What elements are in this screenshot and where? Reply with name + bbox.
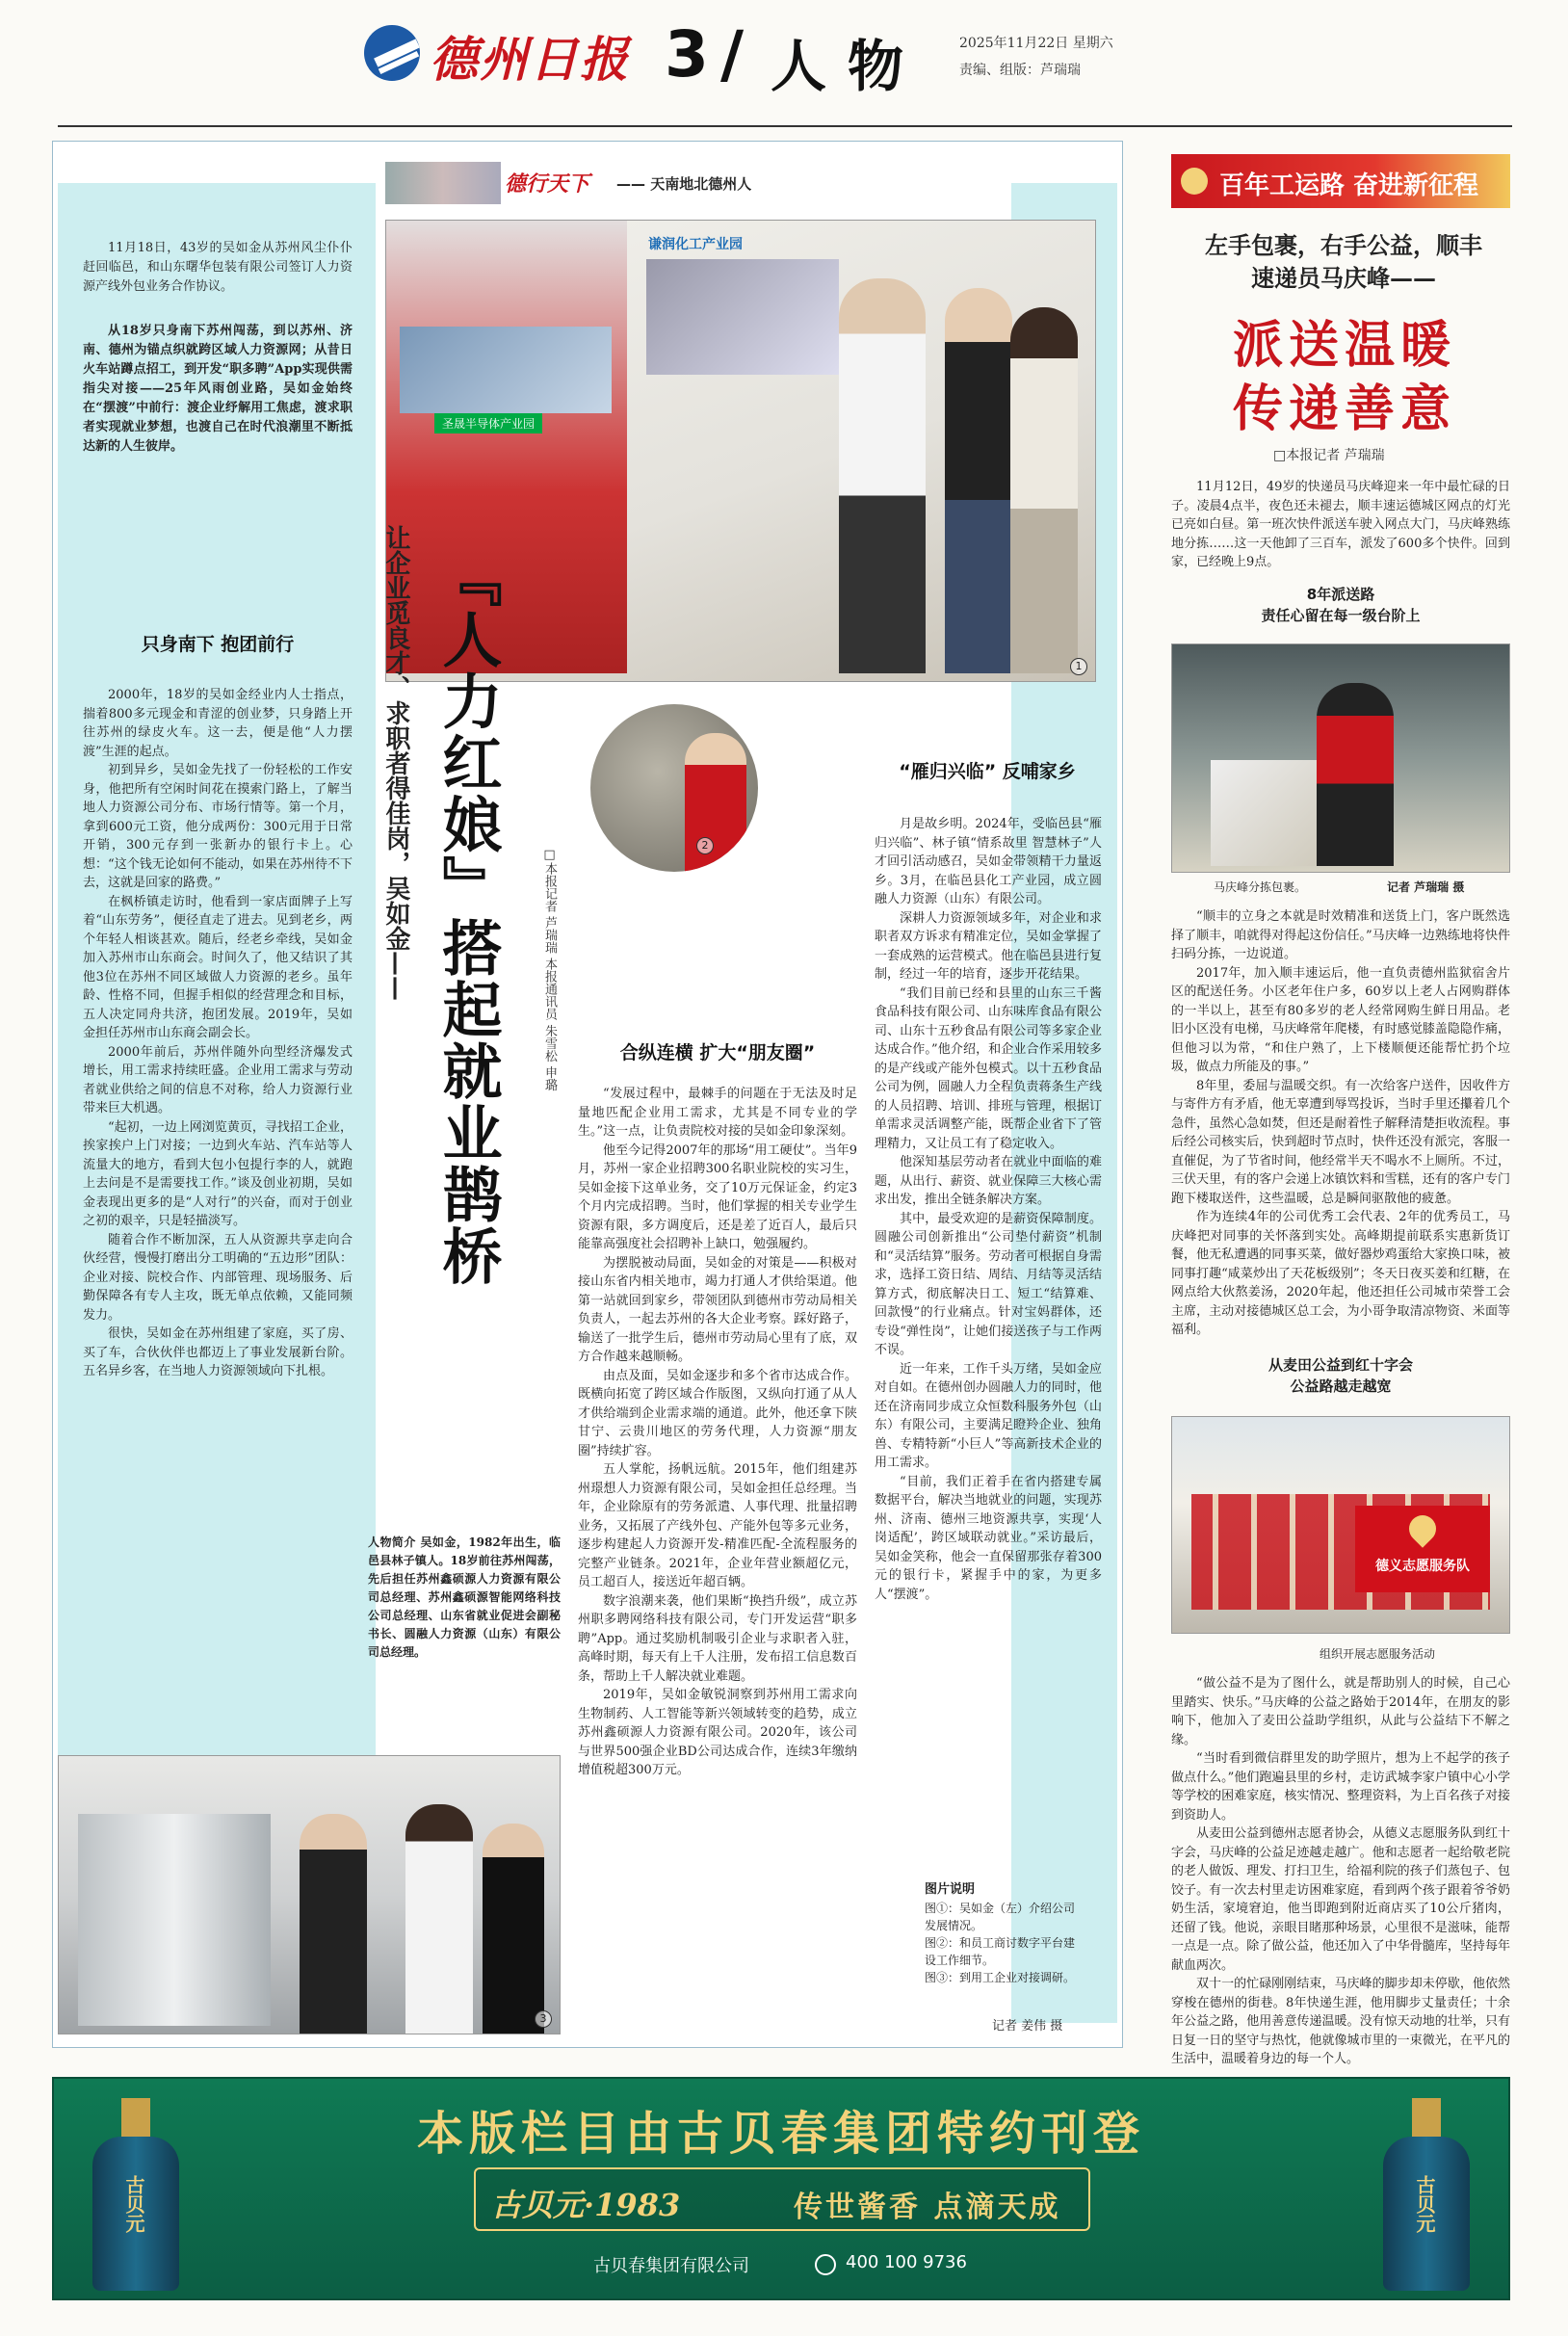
person-silhouette-5 — [300, 1814, 367, 2034]
sub-heading-line: 8年派送路 — [1306, 586, 1375, 603]
photo2-caption: 组织开展志愿服务活动 — [1320, 1647, 1436, 1661]
ad-brand: 古贝元·1983 — [491, 2187, 681, 2223]
paragraph: 双十一的忙碌刚刚结束，马庆峰的脚步却未停歇，他依然穿梭在德州的街巷。8年快递生涯，他用脚步丈量责任；十余年公益之路，他用善意传递温暖。没有惊天动地的壮举，只有日复一日的坚守与热忱，他就像城市里的一束微光，在平凡的生活中，温暖着身边的每一个人。 — [1171, 1977, 1510, 2066]
photo-factory-visit — [58, 1755, 561, 2034]
paragraph: 他深知基层劳动者在就业中面临的难题，从出行、薪资、就业保障三大核心需求出发，推出全链条解决方案。 — [875, 1155, 1102, 1207]
right-lead: 11月12日，49岁的快递员马庆峰迎来一年中最忙碌的日子。凌晨4点半，夜色还未褪去，顺丰速运德城区网点的灯光已亮如白昼。第一班次快件派送车驶入网点大门，马庆峰熟练地分拣……这一天他卸了三百车，派发了600多个快件。回到家，已经晚上9点。 — [1171, 480, 1510, 569]
right-kicker: 左手包裹，右手公益，顺丰速递员马庆峰—— — [1205, 231, 1482, 292]
exhibit-board-2 — [646, 259, 839, 375]
sub-heading-line: 从麦田公益到红十字会 — [1267, 1356, 1413, 1374]
right-sub-heading-2 — [1171, 1354, 1510, 1397]
person-silhouette-courier — [1317, 683, 1394, 866]
caption-item: 图①：吴如金（左）介绍公司发展情况。 — [925, 1902, 1076, 1932]
section-title: 人物 — [771, 34, 926, 99]
right-byline: □本报记者 芦瑞瑞 — [1273, 448, 1385, 463]
person-silhouette-2 — [945, 288, 1012, 673]
page-number: 3 — [665, 17, 709, 92]
section-heading-2: 合纵连横 扩大“朋友圈” — [619, 1042, 816, 1063]
exhibit-board-label: 圣晟半导体产业园 — [434, 413, 542, 433]
captions-heading: 图片说明 — [925, 1882, 976, 1897]
paragraph: 2000年前后，苏州伴随外向型经济爆发式增长，用工需求持续旺盛。企业用工需求与劳动者就业供给之间的信息不对称，给人力资源行业带来巨大机遇。 — [83, 1044, 353, 1116]
header-rule — [58, 125, 1512, 127]
photo-credit: 记者 姜伟 摄 — [992, 2019, 1063, 2034]
photo-volunteer-group — [1171, 1416, 1510, 1634]
ad-phone[interactable]: 400 100 9736 — [846, 2252, 967, 2272]
ad-bottle-left — [83, 2098, 189, 2291]
volunteer-flag — [1355, 1506, 1490, 1592]
exhibit-red-panel — [386, 221, 627, 673]
paragraph: 随着合作不断加深，五人从资源共享走向合伙经营，慢慢打磨出分工明确的“五边形”团队：企业对接、院校合作、内部管理、现场服务、后勤保障各有专人主攻，既无单点依赖，又能同频发力。 — [83, 1232, 353, 1323]
ad-brand-strip — [474, 2167, 1090, 2231]
flag-text: 德义志愿服务队 — [1375, 1559, 1470, 1574]
paragraph: “目前，我们正着手在省内搭建专属数据平台，解决当地就业的问题，实现苏州、济南、德州三地资源共享，实现‘人岗适配’，跨区域联动就业。”采访最后，吴如金笑称，他会一直保留那张存着300元的银行卡，紧握手中的家，为更多人“摆渡”。 — [875, 1474, 1102, 1602]
advertisement[interactable] — [52, 2077, 1510, 2300]
paragraph: 从麦田公益到德州志愿者协会，从德义志愿服务队到红十字会，马庆峰的公益足迹越走越广。他和志愿者一起给敬老院的老人做饭、理发、打扫卫生，给福利院的孩子们蒸包子、包饺子。有一次去村里走访困难家庭，看到两个孩子跟着爷爷奶奶生活，家境窘迫，他当即跑到附近商店买了10公斤猪肉，还留了钱。他说，亲眼目睹那种场景，心里很不是滋味，能帮一点是一点。除了做公益，他还加入了中华骨髓库，坚持每年献血两次。 — [1171, 1826, 1510, 1973]
profile-box: 人物简介 吴如金，1982年出生，临邑县林子镇人。18岁前往苏州闯荡，先后担任苏州鑫硕源人力资源有限公司总经理、苏州鑫硕源智能网络科技公司总经理、山东省就业促进会副秘书长、圆融人力资源（山东）有限公司总经理。 — [368, 1535, 561, 1659]
sub-heading-line: 公益路越走越宽 — [1290, 1378, 1392, 1395]
photo-number: 1 — [1070, 658, 1087, 675]
person-silhouette-7 — [483, 1824, 544, 2034]
caption-item: 图②：和员工商讨数字平台建设工作细节。 — [925, 1936, 1076, 1967]
paragraph: 近一年来，工作千头万绪，吴如金应对自如。在德州创办圆融人力的同时，他还在济南同步成立众恒数科服务外包（山东）有限公司，主要满足瞪羚企业、独角兽、专精特新“小巨人”等高新技术企业的用工需求。 — [875, 1361, 1102, 1470]
exhibit-board-1 — [400, 327, 612, 413]
section-heading-3: “雁归兴临” 反哺家乡 — [899, 761, 1076, 782]
exhibit-board-title: 谦润化工产业园 — [648, 237, 743, 252]
paragraph: 他至今记得2007年的那场“用工硬仗”。当年9月，苏州一家企业招聘300名职业院校的实习生，吴如金接下这单业务，交了10万元保证金，约定3个月内完成招聘。当时，他们掌握的相关专业学生资源有限，多方调度后，还是差了近百人，最后只能靠高强度社会招聘补上缺口，勉强履约。 — [578, 1142, 857, 1251]
paragraph: 为摆脱被动局面，吴如金的对策是——积极对接山东省内相关地市，竭力打通人才供给渠道。他第一站就回到家乡，带领团队到德州市劳动局相关负责人，一起去苏州的各大企业考察。踩好路子，输送了一批学生后，德州市劳动局心里有了底，双方合作越来越顺畅。 — [578, 1255, 857, 1364]
sub-heading-line: 责任心留在每一级台阶上 — [1261, 607, 1421, 624]
editor-credit: 责编、组版：芦瑞瑞 — [959, 63, 1081, 78]
photo-courier-sorting — [1171, 643, 1510, 873]
paragraph: “我们目前已经和县里的山东三千酱食品科技有限公司、山东味库食品有限公司、山东十五秒食品有限公司等多家企业达成合作。”他介绍，和企业合作采用较多的是产线或产能外包模式。以十五秒食品公司为例，圆融人力全程负责蒋条生产线的人员招聘、培训、排班与管理，根据订单需求灵活调整产能，既帮企业省下了管理精力，又让员工有了稳定收入。 — [875, 985, 1102, 1151]
photo-number: 2 — [696, 837, 714, 854]
ad-company: 古贝春集团有限公司 — [593, 2256, 749, 2276]
person-silhouette-3 — [1010, 307, 1078, 673]
photo1-credit: 记者 芦瑞瑞 摄 — [1387, 880, 1465, 894]
series-name: 德行天下 — [505, 171, 590, 197]
paragraph: 8年里，委屈与温暖交织。有一次给客户送件，因收件方与寄件方有矛盾，他无辜遭到辱骂投诉，当时手里还攥着几个急件，虽然心急如焚，但还是耐着性子解释清楚拒收流程。事后经公司核实后，快到超时节点时，快件还没有派完，客服一直催促，为了节省时间，他经常半天不喝水不上厕所。不过，三伏天里，有的客户会递上冰镇饮料和雪糕，还有的客户专门跑下楼取送件，这些温暖，总是瞬间驱散他的疲惫。 — [1171, 1078, 1510, 1206]
heart-icon — [1403, 1509, 1442, 1548]
paragraph: “顺丰的立身之本就是时效精准和送货上门，客户既然选择了顺丰，咱就得对得起这份信任。”马庆峰一边熟练地将快件扫码分拣，一边说道。 — [1171, 909, 1510, 961]
right-banner — [1171, 154, 1510, 208]
right-body-1 — [1171, 907, 1510, 1340]
paragraph: 由点及面，吴如金逐步和多个省市达成合作。既横向拓宽了跨区域合作版图，又纵向打通了从人才供给端到企业需求端的通道。此外，他还拿下陕甘宁、云贵川地区的劳务代理，人力资源“朋友圈”持续扩容。 — [578, 1368, 857, 1458]
paragraph: 在枫桥镇走访时，他看到一家店面牌子上写着“山东劳务”，便径直走了进去。见到老乡，两个年轻人相谈甚欢。随后，经老乡牵线，吴如金加入苏州市山东商会。时间久了，他又结识了其他3位在苏州不同区域做人力资源的老乡。虽年龄、性格不同，但握手相似的经营理念和目标，五人决定同舟共济，抱团发展。2019年，吴如金担任苏州市山东商会副会长。 — [83, 894, 353, 1040]
paragraph: 2000年，18岁的吴如金经业内人士指点，揣着800多元现金和青涩的创业梦，只身踏上开往苏州的绿皮火车。这一去，便是他“人力摆渡”生涯的起点。 — [83, 688, 353, 759]
bottle-label: 古贝元 — [1413, 2175, 1436, 2233]
article-byline: □本报记者 芦瑞瑞 本报通讯员 朱雪松 申璐 — [542, 848, 557, 1091]
photo-number: 3 — [535, 2010, 552, 2028]
paragraph: 2017年，加入顺丰速运后，他一直负责德州监狱宿舍片区的配送任务。小区老年住户多，60岁以上老人占网购群体的一半以上，甚至有80多岁的老人经常网购生鲜日用品。老旧小区没有电梯，马庆峰常年爬楼，有时感觉膝盖隐隐作痛，但他习以为常，“和住户熟了，上下楼顺便还能帮忙扔个垃圾，做点力所能及的事。” — [1171, 965, 1510, 1074]
article-subtitle: 让企业觅良才、求职者得佳岗，吴如金—— — [381, 525, 410, 1001]
newspaper-logo[interactable]: 德州日报 — [430, 31, 630, 88]
person-silhouette-4 — [685, 733, 746, 875]
paragraph: 初到异乡，吴如金先找了一份轻松的工作安身，他把所有空闲时间花在摸索门路上，了解当地人力资源公司分布、市场行情等。第一个月，拿到600元工资，他分成两份：300元用于日常开销，300元存到一张新办的银行卡上。心想：“这个钱无论如何不能动，如果在苏州待不下去，这就是回家的路费。” — [83, 763, 353, 890]
captions-list — [925, 1900, 1079, 1986]
page-slash: / — [720, 17, 745, 92]
paragraph: 2019年，吴如金敏锐洞察到苏州用工需求向生物制药、人工智能等新兴领域转变的趋势，成立苏州鑫硕源人力资源有限公司。2020年，该公司与世界500强企业BD公司达成合作，连续3年缴纳增值税超300万元。 — [578, 1688, 857, 1777]
photo-team-discussion — [588, 701, 761, 875]
series-banner-photos — [385, 162, 501, 204]
logo-icon — [364, 25, 420, 81]
paragraph: 五人掌舵，扬帆远航。2015年，他们组建苏州璟想人力资源有限公司，吴如金担任总经理。当年，企业除原有的劳务派遣、人事代理、批量招聘业务，又拓展了产线外包、产能外包等多元业务，逐步构建起人力资源开发-精准匹配-全流程服务的完整产业链条。2021年，企业年营业额超亿元，员工超百人，接送近年超百辆。 — [578, 1462, 857, 1589]
series-subtitle: —— 天南地北德州人 — [616, 175, 752, 193]
paragraph: 很快，吴如金在苏州组建了家庭，买了房、买了车，合伙伙伴也都迈上了事业发展新台阶。五名异乡客，在当地人力资源领域向下扎根。 — [83, 1326, 353, 1378]
banner-star-icon — [1181, 168, 1208, 195]
right-sub-heading-1 — [1171, 584, 1510, 626]
masthead — [0, 0, 1568, 114]
paragraph: 数字浪潮来袭，他们果断“换挡升级”，成立苏州职多聘网络科技有限公司，专门开发运营“职多聘”App。通过奖励机制吸引企业与求职者入驻，高峰时期，每天有上千人注册，发布招工信息数百条，帮助上千人解决就业难题。 — [578, 1593, 857, 1684]
summary-paragraph: 从18岁只身南下苏州闯荡，到以苏州、济南、德州为锚点织就跨区域人力资源网；从昔日火车站蹲点招工，到开发“职多聘”App实现供需指尖对接——25年风雨创业路，吴如金始终在“摆渡”中前行：渡企业纾解用工焦虑，渡求职者实现就业梦想，也渡自己在时代浪潮里不断抵达新的人生彼岸。 — [83, 324, 353, 454]
banner-text: 百年工运路 奋进新征程 — [1219, 171, 1479, 200]
bottle-label: 古贝元 — [122, 2175, 145, 2233]
right-title-line-2: 传递善意 — [1232, 381, 1456, 438]
paragraph: “起初，一边上网浏览黄页，寻找招工企业，挨家挨户上门对接；一边到火车站、汽车站等人流量大的地方，看到大包小包提行李的人，就跑上去问是不是需要找工作。”谈及创业初期，吴如金表现出更多的是“人对行”的兴奋，而对于创业之初的艰辛，只是轻描淡写。 — [83, 1119, 353, 1228]
ad-headline: 本版栏目由古贝春集团特约刊登 — [416, 2107, 1145, 2161]
right-body-2 — [1171, 1674, 1510, 2069]
article-title: 『人力红娘』搭起就业鹊桥 — [432, 547, 503, 1287]
issue-date: 2025年11月22日 星期六 — [959, 36, 1113, 51]
caption-item: 图③：到用工企业对接调研。 — [925, 1971, 1076, 1984]
phone-icon — [815, 2254, 836, 2275]
person-silhouette-6 — [405, 1804, 473, 2034]
series-banner — [385, 162, 819, 204]
section-body-1 — [83, 686, 353, 1381]
right-title-line-1: 派送温暖 — [1232, 317, 1456, 375]
person-silhouette-1 — [839, 278, 926, 673]
equipment-silhouette — [78, 1814, 271, 2026]
paragraph: “发展过程中，最棘手的问题在于无法及时足量地匹配企业用工需求，尤其是不同专业的学生。”这一点，让负责院校对接的吴如金印象深刻。 — [578, 1087, 857, 1139]
section-body-2 — [578, 1085, 857, 1780]
section-body-3 — [875, 815, 1102, 1604]
intro-paragraph: 11月18日，43岁的吴如金从苏州风尘仆仆赶回临邑，和山东曙华包装有限公司签订人力资源产线外包业务合作协议。 — [83, 241, 353, 294]
ad-bottle-right — [1373, 2098, 1479, 2291]
section-heading-1: 只身南下 抱团前行 — [141, 634, 295, 655]
paragraph: “当时看到微信群里发的助学照片，想为上不起学的孩子做点什么。”他们跑遍县里的乡村，走访武城李家户镇中心小学等学校的困难家庭，核实情况、整理资料，为上百名孩子对接到资助人。 — [1171, 1751, 1510, 1823]
paragraph: 深耕人力资源领域多年，对企业和求职者双方诉求有精准定位，吴如金掌握了一套成熟的运营模式。他在临邑县进行复制，经过一年的培育，逐步开花结果。 — [875, 910, 1102, 982]
paragraph: 月是故乡明。2024年，受临邑县“雁归兴临”、林子镇“情系故里 智慧林子”人才回引活动感召，吴如金带领精干力量返乡。3月，在临邑县化工产业园，成立圆融人力资源（山东）有限公司。 — [875, 817, 1102, 906]
ad-slogan: 传世酱香 点滴天成 — [794, 2191, 1061, 2224]
paragraph: 作为连续4年的公司优秀工会代表、2年的优秀员工，马庆峰把对同事的关怀落到实处。高峰期提前联系实惠新货订餐，他无私遭遇的同事买菜，做好器炒鸡蛋给大家换口味，被同事打趣“咸菜炒出了天花板级别”；冬天日夜买姜和红糖，在网点给大伙熬姜汤，2020年起，他还担任公司城市荣誉工会主席，主动对接德城区总工会，为小哥争取清凉物资、米面等福利。 — [1171, 1210, 1510, 1337]
photo1-caption: 马庆峰分拣包裹。 — [1214, 880, 1307, 894]
paragraph: 其中，最受欢迎的是薪资保障制度。圆融公司创新推出“公司垫付薪资”机制和“灵活结算”服务。劳动者可根据自身需求，选择工资日结、周结、月结等灵活结算方式，彻底解决日工、短工“结算难、回款慢”的行业痛点。针对宝妈群体，还专设“弹性岗”，让她们接送孩子与工作两不误。 — [875, 1211, 1102, 1357]
paragraph: “做公益不是为了图什么，就是帮助别人的时候，自己心里踏实、快乐。”马庆峰的公益之路始于2014年，在朋友的影响下，他加入了麦田公益助学组织，从此与公益结下不解之缘。 — [1171, 1676, 1510, 1747]
